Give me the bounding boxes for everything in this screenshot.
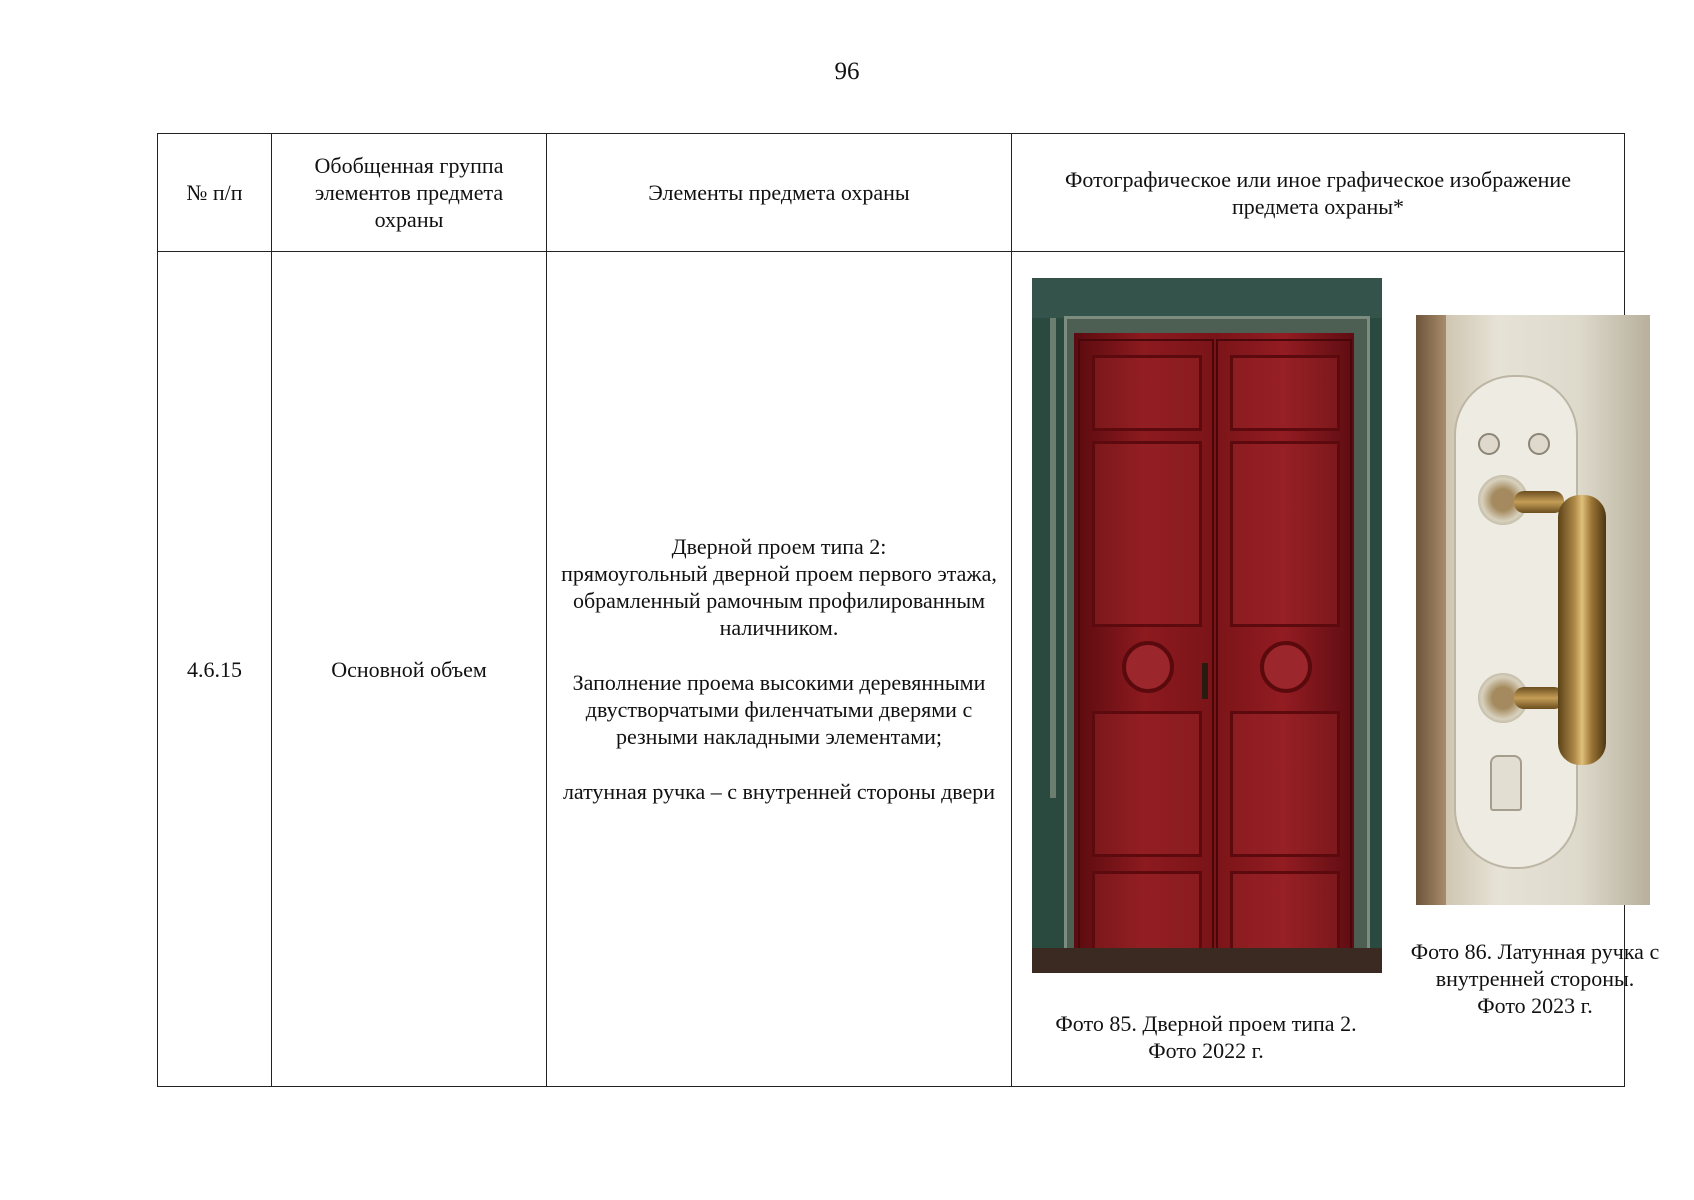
element-description: Заполнение проема высокими деревянными двустворчатыми филенчатыми дверями с резными накладными элементами; <box>572 670 986 749</box>
page-number: 96 <box>834 58 860 85</box>
heritage-table <box>157 133 1660 1087</box>
element-description: латунная ручка – с внутренней стороны двери <box>562 779 996 804</box>
table-header-row <box>158 134 1625 252</box>
door-photo <box>1032 278 1382 973</box>
header-image: Фотографическое или иное графическое изображение предмета охраны* <box>1012 134 1625 252</box>
header-group: Обобщенная группа элементов предмета охраны <box>272 134 547 252</box>
header-elements: Элементы предмета охраны <box>547 134 1012 252</box>
table-row <box>158 252 1625 1087</box>
photo-caption-85: Фото 85. Дверной проем типа 2. Фото 2022 г. <box>1055 1011 1357 1063</box>
handle-photo <box>1416 315 1650 905</box>
photo-caption-86: Фото 86. Латунная ручка с внутренней стороны. Фото 2023 г. <box>1410 939 1660 1018</box>
element-description: Дверной проем типа 2: прямоугольный дверной проем первого этажа, обрамленный рамочным профилированным наличником. <box>561 534 997 640</box>
row-images <box>1012 252 1660 1087</box>
row-group: Основной объем <box>272 252 547 1087</box>
row-number: 4.6.15 <box>158 252 272 1087</box>
row-elements <box>547 252 1012 1087</box>
header-number: № п/п <box>158 134 272 252</box>
